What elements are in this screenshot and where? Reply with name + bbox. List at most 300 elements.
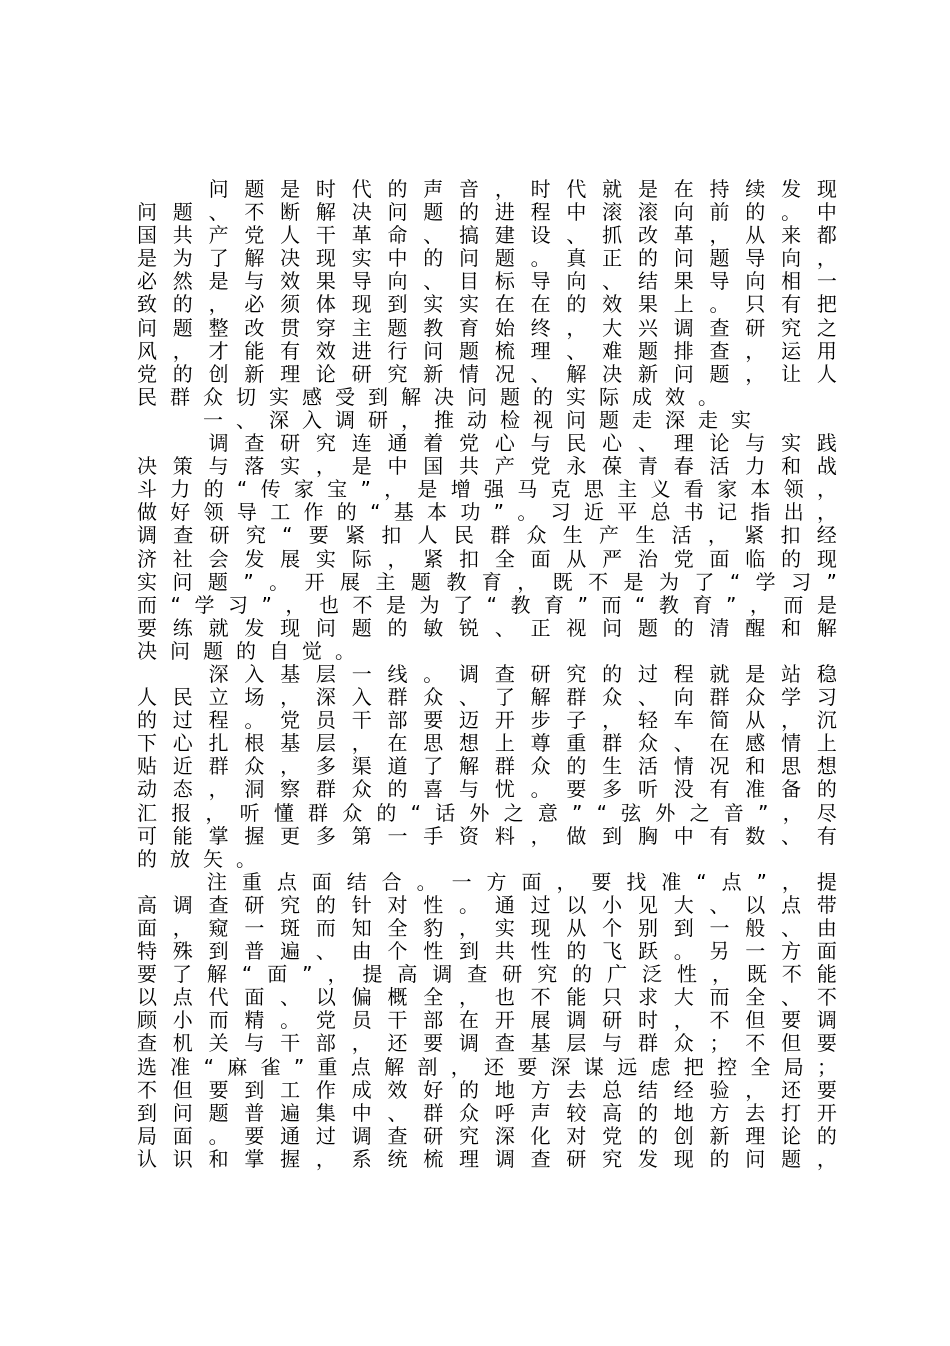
text-char: 从 bbox=[566, 546, 587, 571]
text-char: 查 bbox=[530, 1146, 551, 1171]
text-char: “ bbox=[635, 592, 646, 617]
text-char: 党 bbox=[602, 1123, 623, 1148]
text-line bbox=[137, 1102, 837, 1125]
text-char: 出 bbox=[783, 500, 804, 525]
text-char: 。 bbox=[244, 708, 265, 733]
text-char: 特 bbox=[137, 939, 157, 964]
text-char: 党 bbox=[459, 431, 480, 456]
text-char: 报 bbox=[171, 800, 192, 825]
text-char: 经 bbox=[673, 1077, 694, 1102]
text-char: 上 bbox=[673, 292, 694, 317]
text-char: 全 bbox=[387, 916, 408, 940]
text-char: 不 bbox=[244, 200, 265, 225]
text-char: 会 bbox=[208, 546, 229, 571]
text-char: 的 bbox=[572, 962, 593, 987]
text-char: 想 bbox=[459, 731, 480, 756]
text-char: 落 bbox=[244, 454, 265, 479]
text-char: 。 bbox=[459, 892, 480, 917]
text-char: 新 bbox=[637, 361, 658, 386]
text-char: 真 bbox=[566, 246, 587, 271]
text-char: 人 bbox=[816, 361, 837, 386]
text-char: 向 bbox=[566, 269, 587, 294]
text-char: 。 bbox=[673, 939, 694, 964]
text-char: 导 bbox=[745, 246, 766, 271]
text-char: ， bbox=[782, 800, 803, 825]
text-char: 展 bbox=[340, 569, 360, 594]
text-char: 运 bbox=[781, 338, 802, 363]
text-char: 情 bbox=[781, 731, 802, 756]
text-char: 众 bbox=[745, 685, 766, 710]
text-char: “ bbox=[596, 800, 607, 825]
text-char: 系 bbox=[351, 1146, 372, 1171]
text-char: 深 bbox=[208, 661, 229, 686]
text-char: 革 bbox=[351, 223, 372, 248]
text-char: 听 bbox=[239, 800, 260, 825]
text-char: 众 bbox=[459, 1100, 480, 1125]
text-line bbox=[137, 963, 837, 986]
text-char: 究 bbox=[280, 892, 301, 917]
text-line bbox=[137, 224, 837, 247]
text-char: 的 bbox=[423, 246, 444, 271]
text-char: 雀 bbox=[260, 1054, 281, 1079]
text-char: 育 bbox=[692, 592, 713, 617]
text-line bbox=[137, 432, 837, 455]
text-line bbox=[137, 478, 837, 501]
text-char: 去 bbox=[566, 1077, 587, 1102]
text-line bbox=[137, 270, 837, 293]
text-char: 上 bbox=[494, 731, 515, 756]
text-char: 醒 bbox=[745, 615, 766, 640]
text-char: 面 bbox=[709, 546, 730, 571]
text-char: 一 bbox=[816, 269, 837, 294]
text-char: 线 bbox=[387, 661, 408, 686]
text-char: “ bbox=[236, 477, 248, 502]
text-char: 点 bbox=[350, 1054, 371, 1079]
text-char: 根 bbox=[244, 731, 265, 756]
text-char: 多 bbox=[315, 823, 336, 848]
text-char: 始 bbox=[494, 315, 515, 340]
text-char: 以 bbox=[315, 985, 336, 1010]
text-char: 记 bbox=[717, 500, 738, 525]
text-char: 实 bbox=[280, 454, 301, 479]
text-char: 动 bbox=[137, 777, 157, 802]
text-char: 可 bbox=[137, 823, 157, 848]
text-char: 解 bbox=[206, 962, 227, 987]
text-char: ” bbox=[826, 569, 837, 594]
text-char: 群 bbox=[602, 731, 623, 756]
text-char: 力 bbox=[745, 454, 766, 479]
text-char: 众 bbox=[602, 685, 623, 710]
text-char bbox=[137, 409, 157, 432]
text-char: 向 bbox=[673, 200, 694, 225]
text-char: “ bbox=[486, 592, 497, 617]
text-char: 调 bbox=[351, 1123, 372, 1148]
text-char: 兴 bbox=[637, 315, 658, 340]
text-char: 殊 bbox=[172, 939, 193, 964]
text-char: 般 bbox=[745, 916, 766, 940]
text-char: 临 bbox=[745, 546, 766, 571]
text-char: 本 bbox=[750, 477, 771, 502]
text-char: 与 bbox=[244, 269, 265, 294]
text-char: ， bbox=[517, 569, 538, 594]
text-char: 基 bbox=[280, 661, 301, 686]
text-char: 汇 bbox=[137, 800, 157, 825]
text-char: 实 bbox=[566, 384, 586, 409]
text-char: 普 bbox=[244, 939, 265, 964]
text-char: 飞 bbox=[602, 939, 623, 964]
text-char: 面 bbox=[244, 985, 265, 1010]
text-char: 调 bbox=[335, 407, 355, 432]
text-char: 主 bbox=[375, 569, 396, 594]
text-char: 而 bbox=[315, 916, 336, 940]
text-char: 研 bbox=[423, 1123, 444, 1148]
text-char: 义 bbox=[650, 477, 671, 502]
text-char: 教 bbox=[658, 592, 679, 617]
text-char: 面 bbox=[521, 869, 542, 894]
text-char: 觉 bbox=[302, 638, 322, 663]
text-char: 的 bbox=[566, 292, 587, 317]
text-char: 一 bbox=[745, 939, 766, 964]
text-char: 简 bbox=[709, 708, 730, 733]
text-char: 还 bbox=[781, 1077, 802, 1102]
text-char: 是 bbox=[280, 177, 301, 201]
text-char: 全 bbox=[745, 985, 766, 1010]
text-char: 是 bbox=[637, 177, 658, 201]
text-char: 子 bbox=[566, 708, 587, 733]
text-char: “ bbox=[282, 523, 293, 548]
text-char: 着 bbox=[423, 431, 444, 456]
text-char: 的 bbox=[387, 177, 408, 201]
text-char: 解 bbox=[459, 754, 480, 779]
text-char: 济 bbox=[137, 546, 157, 571]
text-char: 有 bbox=[709, 777, 730, 802]
text-char: 轻 bbox=[637, 708, 658, 733]
text-char: 、 bbox=[530, 361, 551, 386]
text-line bbox=[137, 501, 837, 524]
text-char: 理 bbox=[280, 361, 301, 386]
text-char: 不 bbox=[352, 592, 373, 617]
text-char: 的 bbox=[602, 661, 623, 686]
text-char: 一 bbox=[203, 407, 223, 432]
text-char: 践 bbox=[816, 431, 837, 456]
text-char: 须 bbox=[280, 292, 301, 317]
text-char: 层 bbox=[566, 1031, 587, 1056]
text-char: 从 bbox=[745, 223, 766, 248]
text-char: 家 bbox=[293, 477, 314, 502]
text-char: 外 bbox=[655, 800, 676, 825]
text-char: 与 bbox=[745, 431, 766, 456]
text-char: 但 bbox=[745, 1008, 766, 1033]
text-char: 点 bbox=[721, 869, 742, 894]
text-char: 。 bbox=[416, 869, 437, 894]
text-char: 是 bbox=[208, 269, 229, 294]
text-char: 的 bbox=[459, 200, 480, 225]
text-char: 研 bbox=[244, 892, 265, 917]
text-char: 宝 bbox=[327, 477, 348, 502]
text-char: 实 bbox=[351, 246, 372, 271]
text-char: 紧 bbox=[345, 523, 366, 548]
text-char: 。 bbox=[236, 846, 256, 871]
text-char: 以 bbox=[745, 892, 766, 917]
text-char: 效 bbox=[665, 384, 685, 409]
text-char: 提 bbox=[816, 869, 837, 894]
text-char: 国 bbox=[423, 454, 444, 479]
text-char: 的 bbox=[566, 754, 587, 779]
text-char: 发 bbox=[781, 177, 802, 201]
text-char: 发 bbox=[637, 1146, 658, 1171]
text-char: 豹 bbox=[423, 916, 444, 940]
text-char: ， bbox=[280, 754, 301, 779]
text-char: 理 bbox=[459, 1146, 480, 1171]
text-char: 的 bbox=[745, 200, 766, 225]
text-line bbox=[137, 293, 837, 316]
text-char: 性 bbox=[530, 939, 551, 964]
text-char: 调 bbox=[566, 1008, 587, 1033]
text-char: 以 bbox=[566, 892, 587, 917]
text-char: ， bbox=[172, 338, 193, 363]
text-char: 练 bbox=[172, 615, 193, 640]
text-char: 只 bbox=[745, 292, 766, 317]
text-char: 。 bbox=[423, 661, 444, 686]
text-char: 平 bbox=[617, 500, 638, 525]
text-char: 方 bbox=[530, 1077, 551, 1102]
text-char: 产 bbox=[208, 223, 229, 248]
text-char: 开 bbox=[304, 569, 325, 594]
text-char: 书 bbox=[683, 500, 704, 525]
text-char: 到 bbox=[368, 384, 388, 409]
text-char: 问 bbox=[423, 338, 444, 363]
text-char: 用 bbox=[816, 338, 837, 363]
text-char: 的 bbox=[387, 615, 408, 640]
text-char: 迈 bbox=[459, 708, 480, 733]
text-char: 不 bbox=[781, 962, 802, 987]
text-char: 全 bbox=[494, 546, 515, 571]
text-char: 。 bbox=[530, 777, 551, 802]
text-char: 研 bbox=[209, 523, 230, 548]
text-char: 问 bbox=[459, 246, 480, 271]
text-char: 的 bbox=[203, 477, 224, 502]
text-char: 沉 bbox=[816, 708, 837, 733]
text-char: 步 bbox=[530, 708, 551, 733]
text-char: 、 bbox=[566, 223, 587, 248]
text-char: 问 bbox=[208, 177, 229, 201]
text-char: 、 bbox=[566, 338, 587, 363]
text-char: 查 bbox=[137, 1031, 157, 1056]
text-char: 、 bbox=[781, 916, 802, 940]
text-char: 论 bbox=[781, 1123, 802, 1148]
text-char: 况 bbox=[494, 361, 515, 386]
text-line bbox=[137, 894, 837, 917]
text-line bbox=[137, 848, 837, 871]
text-char: 决 bbox=[434, 384, 454, 409]
text-char: 问 bbox=[467, 384, 487, 409]
text-char: 知 bbox=[351, 916, 372, 940]
text-char: 共 bbox=[494, 939, 515, 964]
text-char: ， bbox=[208, 292, 229, 317]
text-char: 集 bbox=[315, 1100, 336, 1125]
text-char: 锐 bbox=[459, 615, 480, 640]
text-char: 斗 bbox=[137, 477, 157, 502]
text-char: 党 bbox=[673, 546, 694, 571]
text-char: 到 bbox=[673, 916, 694, 940]
text-char: 研 bbox=[530, 661, 551, 686]
text-char: 扣 bbox=[459, 546, 480, 571]
text-char: “ bbox=[370, 500, 381, 525]
text-char: 通 bbox=[387, 431, 408, 456]
text-char: ， bbox=[745, 338, 766, 363]
text-char: 梳 bbox=[494, 338, 515, 363]
text-char: 查 bbox=[387, 1123, 408, 1148]
text-char: 要 bbox=[208, 1077, 229, 1102]
text-char: 要 bbox=[137, 615, 157, 640]
text-char: 要 bbox=[816, 1077, 837, 1102]
text-char: 调 bbox=[459, 661, 480, 686]
text-char: 扣 bbox=[780, 523, 801, 548]
text-char: 尊 bbox=[530, 731, 551, 756]
text-char: 场 bbox=[244, 685, 265, 710]
text-char: 群 bbox=[423, 1100, 444, 1125]
text-char: 问 bbox=[172, 569, 193, 594]
text-char: 要 bbox=[591, 869, 612, 894]
text-char: ” bbox=[757, 800, 769, 825]
text-char: 过 bbox=[315, 1123, 336, 1148]
text-char: 持 bbox=[709, 177, 730, 201]
text-char: 学 bbox=[194, 592, 215, 617]
text-char: 窥 bbox=[208, 916, 229, 940]
text-char: “ bbox=[729, 569, 741, 594]
text-line bbox=[137, 455, 837, 478]
text-char: 走 bbox=[698, 407, 718, 432]
text-char: 问 bbox=[673, 361, 694, 386]
text-char: 整 bbox=[208, 315, 229, 340]
text-char: 人 bbox=[417, 523, 438, 548]
text-char: 调 bbox=[816, 1008, 837, 1033]
text-line bbox=[137, 201, 837, 224]
text-char: 的 bbox=[673, 615, 694, 640]
text-char bbox=[137, 663, 157, 686]
text-char: 偏 bbox=[351, 985, 372, 1010]
text-char: 果 bbox=[637, 292, 658, 317]
text-char: 一 bbox=[351, 661, 372, 686]
text-char: 查 bbox=[709, 315, 730, 340]
text-char: 现 bbox=[816, 546, 837, 571]
text-char: 决 bbox=[137, 454, 157, 479]
text-char: 必 bbox=[244, 292, 265, 317]
text-char: 有 bbox=[816, 823, 837, 848]
text-char: 究 bbox=[781, 315, 802, 340]
text-line bbox=[137, 571, 837, 594]
text-char: 握 bbox=[280, 1146, 301, 1171]
text-char: 题 bbox=[351, 615, 372, 640]
text-char: ， bbox=[285, 592, 306, 617]
text-char: 、 bbox=[387, 1100, 408, 1125]
text-char: 。 bbox=[208, 1123, 229, 1148]
text-char: 麻 bbox=[227, 1054, 248, 1079]
text-char: ， bbox=[208, 777, 229, 802]
text-char: 从 bbox=[566, 916, 587, 940]
text-char: 的 bbox=[387, 777, 408, 802]
text-char: 为 bbox=[172, 246, 193, 271]
text-char: ， bbox=[781, 708, 802, 733]
text-char: 和 bbox=[745, 754, 766, 779]
text-char: 设 bbox=[530, 223, 551, 248]
text-char: 群 bbox=[637, 1031, 658, 1056]
text-char: 机 bbox=[172, 1031, 193, 1056]
text-char: ， bbox=[387, 546, 408, 571]
text-char: 决 bbox=[602, 361, 623, 386]
text-char: 化 bbox=[530, 1123, 551, 1148]
text-char: 验 bbox=[709, 1077, 730, 1102]
text-char: 才 bbox=[208, 338, 229, 363]
text-char: 与 bbox=[208, 454, 229, 479]
text-char: 现 bbox=[315, 246, 336, 271]
text-char: 的 bbox=[315, 892, 336, 917]
text-char: 远 bbox=[617, 1054, 638, 1079]
text-char: ” bbox=[725, 592, 737, 617]
text-char: 题 bbox=[459, 338, 480, 363]
text-char: 与 bbox=[602, 1031, 623, 1056]
text-char: 展 bbox=[530, 1008, 551, 1033]
text-char: ， bbox=[494, 177, 515, 201]
text-char: 程 bbox=[673, 661, 694, 686]
text-char: 结 bbox=[637, 269, 658, 294]
text-char: “ bbox=[696, 869, 707, 894]
text-char: 小 bbox=[172, 1008, 193, 1033]
text-char: “ bbox=[241, 962, 253, 987]
text-char: 传 bbox=[260, 477, 281, 502]
text-char: 声 bbox=[423, 177, 444, 201]
text-char: 资 bbox=[459, 823, 480, 848]
text-char: 问 bbox=[745, 1146, 766, 1171]
text-char: ， bbox=[816, 477, 837, 502]
text-char: 之 bbox=[689, 800, 710, 825]
text-char: 顾 bbox=[137, 1008, 157, 1033]
text-char: 关 bbox=[208, 1031, 229, 1056]
text-char: 研 bbox=[602, 1008, 623, 1033]
text-char: 研 bbox=[368, 407, 388, 432]
text-char: 领 bbox=[203, 500, 224, 525]
text-char: 与 bbox=[244, 1031, 265, 1056]
text-char: 也 bbox=[318, 592, 339, 617]
text-char: 干 bbox=[280, 1031, 301, 1056]
text-char: 问 bbox=[566, 407, 586, 432]
text-char: 群 bbox=[315, 777, 336, 802]
text-char: 正 bbox=[602, 246, 623, 271]
text-char: 问 bbox=[602, 615, 623, 640]
text-char: 忧 bbox=[494, 777, 515, 802]
text-char: 大 bbox=[673, 985, 694, 1010]
text-char: 要 bbox=[517, 1054, 538, 1079]
text-char: 新 bbox=[423, 361, 444, 386]
text-char bbox=[173, 432, 193, 455]
text-char: 题 bbox=[172, 200, 193, 225]
text-char: 效 bbox=[280, 269, 301, 294]
text-char: 基 bbox=[530, 1031, 551, 1056]
text-char: 问 bbox=[315, 615, 336, 640]
text-char: ， bbox=[749, 592, 770, 617]
text-line bbox=[137, 548, 837, 571]
text-char: ； bbox=[709, 1031, 730, 1056]
text-char bbox=[137, 178, 157, 201]
text-char: 面 bbox=[137, 916, 157, 940]
text-line bbox=[137, 1148, 837, 1171]
text-char: ， bbox=[566, 315, 587, 340]
text-char: 要 bbox=[244, 1123, 265, 1148]
text-char: 全 bbox=[423, 985, 444, 1010]
text-char: 想 bbox=[816, 754, 837, 779]
text-char: 是 bbox=[623, 569, 644, 594]
text-char: 理 bbox=[673, 431, 694, 456]
